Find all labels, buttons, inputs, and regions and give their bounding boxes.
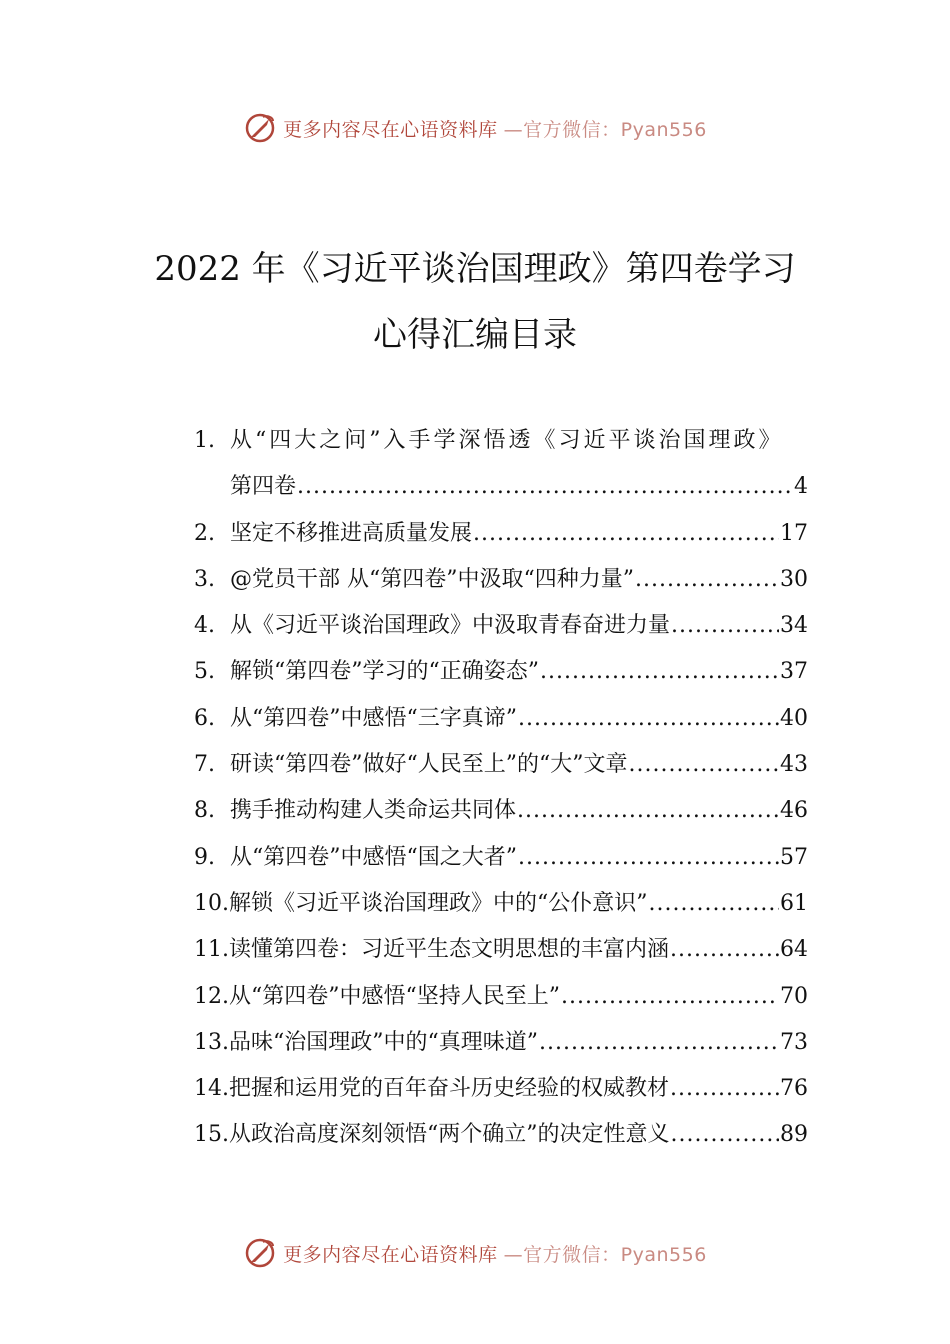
toc-page-number: 34 [780,613,808,639]
toc-page-number: 57 [780,844,808,870]
watermark-contact-text: —官方微信：Pyan556 [503,1243,707,1266]
dot-leader [517,788,779,834]
toc-item [194,1112,808,1158]
footer-watermark-banner [0,1233,950,1273]
toc-number: 3. [194,566,215,592]
toc-page-number: 43 [780,752,808,778]
toc-title: 从《习近平谈治国理政》中汲取青春奋进力量 [230,613,671,639]
document-title-line-1: 2022 年《习近平谈治国理政》第四卷学习 [154,249,796,289]
toc-number: 4. [194,613,215,639]
toc-title: 从政治高度深刻领悟“两个确立”的决定性意义 [229,1122,670,1148]
toc-number: 8. [194,798,215,824]
toc-title: 把握和运用党的百年奋斗历史经验的权威教材 [229,1076,670,1102]
toc-item [194,696,808,742]
pen-nib-logo-icon [243,111,277,145]
toc-page-number: 64 [780,937,808,963]
toc-page-number: 61 [780,890,808,916]
toc-title: 从“第四卷”中感悟“坚持人民至上” [229,983,560,1009]
toc-number: 5. [194,659,215,685]
toc-number: 11. [194,937,229,963]
watermark-brand-text: 更多内容尽在心语资料库 [283,1243,498,1266]
dot-leader [297,464,793,510]
dot-leader [671,603,779,649]
toc-page-number: 89 [780,1122,808,1148]
toc-item [194,557,808,603]
dot-leader [473,511,779,557]
toc-number: 13. [194,1029,229,1055]
dot-leader [628,742,779,788]
dot-leader [518,835,779,881]
toc-page-number: 17 [780,520,808,546]
toc-page-number: 30 [780,566,808,592]
dot-leader [670,927,779,973]
toc-number: 1. [194,428,215,453]
toc-item [194,1020,808,1066]
toc-title: 解锁《习近平谈治国理政》中的“公仆意识” [229,890,648,916]
dot-leader [518,696,779,742]
table-of-contents [194,418,808,1159]
toc-item-1-first-line [194,418,808,464]
toc-item [194,603,808,649]
dot-leader [649,881,780,927]
toc-page-number: 70 [780,983,808,1009]
dot-leader [539,1020,779,1066]
dot-leader [540,649,779,695]
toc-number: 10. [194,890,229,916]
pen-nib-logo-icon [243,1236,277,1270]
watermark-brand-text: 更多内容尽在心语资料库 [283,118,498,141]
toc-item [194,742,808,788]
toc-title: 从“第四卷”中感悟“国之大者” [230,844,517,870]
toc-page-number: 4 [794,474,808,500]
dot-leader [671,1112,780,1158]
toc-number: 15. [194,1122,229,1148]
toc-page-number: 37 [780,659,808,685]
toc-page-number: 76 [780,1076,808,1102]
toc-page-number: 46 [780,798,808,824]
toc-title: 研读“第四卷”做好“人民至上”的“大”文章 [230,752,628,778]
toc-page-number: 73 [780,1029,808,1055]
toc-item [194,649,808,695]
document-title-line-2: 心得汇编目录 [373,315,577,355]
toc-title: 坚定不移推进高质量发展 [230,520,473,546]
toc-item [194,464,808,510]
header-watermark-banner [0,108,950,148]
toc-number: 9. [194,844,215,870]
toc-title: 品味“治国理政”中的“真理味道” [229,1029,538,1055]
toc-title: 从“第四卷”中感悟“三字真谛” [230,705,517,731]
dot-leader [635,557,779,603]
toc-number: 6. [194,705,215,731]
toc-title: 携手推动构建人类命运共同体 [230,798,517,824]
toc-title: 读懂第四卷：习近平生态文明思想的丰富内涵 [229,937,670,963]
dot-leader [670,1066,779,1112]
watermark-contact-text: —官方微信：Pyan556 [503,118,707,141]
toc-title: 第四卷 [230,474,297,500]
toc-item [194,835,808,881]
toc-item [194,974,808,1020]
toc-number: 12. [194,983,229,1009]
toc-item [194,927,808,973]
toc-title-line1: 从“四大之问”入手学深悟透《习近平谈治国理政》 [230,428,784,453]
toc-item [194,881,808,927]
dot-leader [561,974,779,1020]
toc-title: @党员干部 从“第四卷”中汲取“四种力量” [230,566,634,592]
toc-item [194,511,808,557]
toc-number: 7. [194,752,215,778]
toc-page-number: 40 [780,705,808,731]
toc-number: 14. [194,1076,229,1102]
toc-title: 解锁“第四卷”学习的“正确姿态” [230,659,539,685]
toc-item [194,1066,808,1112]
toc-item [194,788,808,834]
toc-number: 2. [194,520,215,546]
